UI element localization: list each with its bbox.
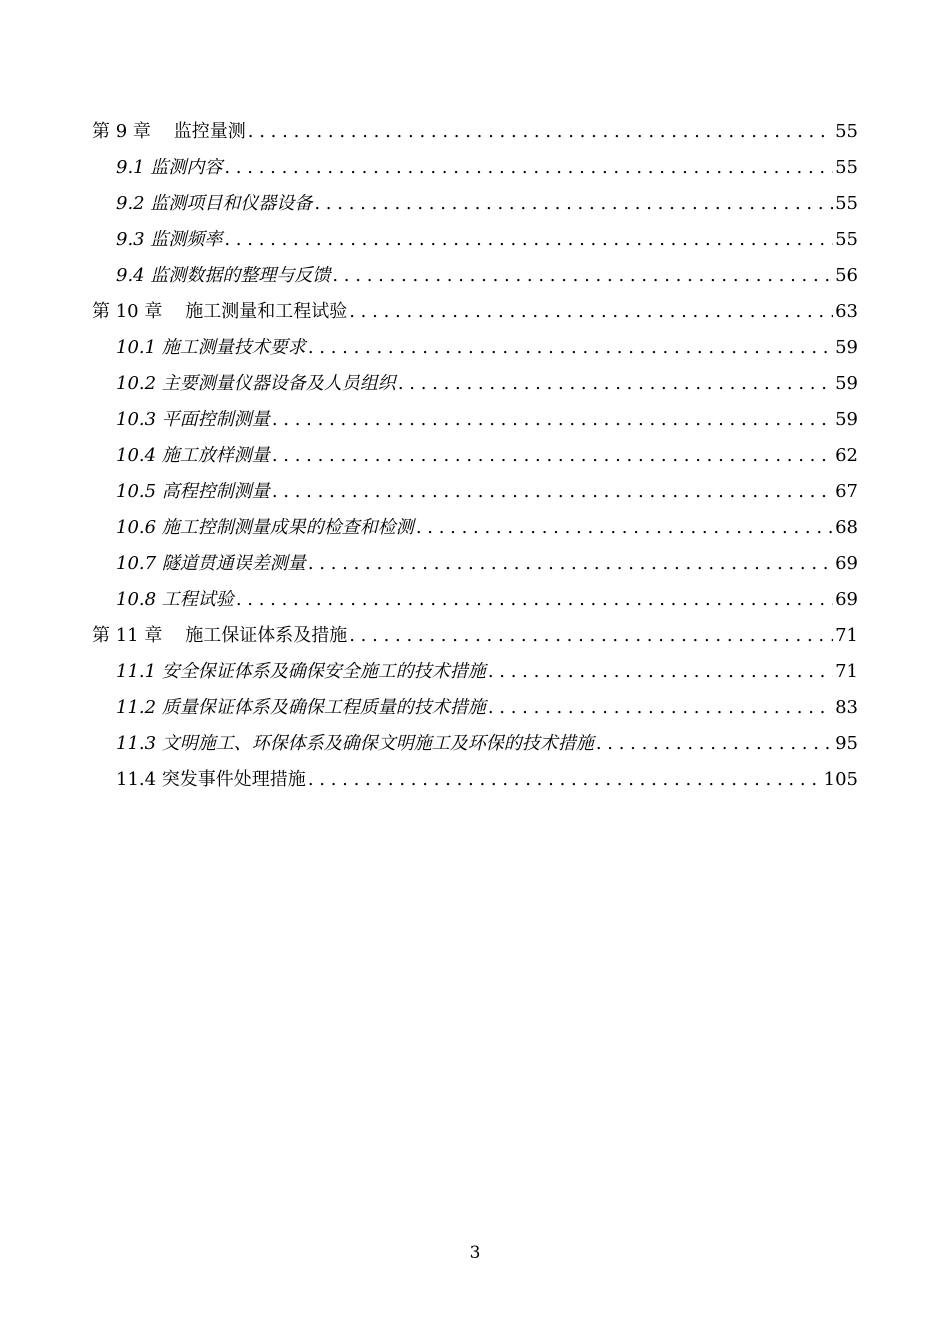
toc-entry-page: 59 xyxy=(835,373,858,394)
toc-entry-title: 第 10 章 施工测量和工程试验 xyxy=(92,301,348,322)
toc-entry[interactable] xyxy=(92,654,858,690)
toc-entry[interactable] xyxy=(92,294,858,330)
toc-entry[interactable] xyxy=(92,474,858,510)
toc-entry[interactable] xyxy=(92,366,858,402)
toc-entry-page: 95 xyxy=(835,733,858,754)
toc-entry[interactable] xyxy=(92,222,858,258)
dot-leader xyxy=(272,438,833,474)
toc-entry-page: 63 xyxy=(835,301,858,322)
toc-entry-page: 83 xyxy=(835,697,858,718)
toc-entry[interactable] xyxy=(92,618,858,654)
toc-entry-title: 第 11 章 施工保证体系及措施 xyxy=(92,625,348,646)
toc-entry-title: 11.4 突发事件处理措施 xyxy=(116,769,306,790)
toc-entry[interactable] xyxy=(92,438,858,474)
toc-entry[interactable] xyxy=(92,258,858,294)
dot-leader xyxy=(488,654,833,690)
toc-entry[interactable] xyxy=(92,582,858,618)
toc-entry-page: 55 xyxy=(835,121,858,142)
toc-entry-title: 10.3 平面控制测量 xyxy=(116,409,270,430)
toc-entry-page: 59 xyxy=(835,337,858,358)
toc-entry-page: 55 xyxy=(835,193,858,214)
dot-leader xyxy=(416,510,833,546)
toc-entry[interactable] xyxy=(92,510,858,546)
toc-entry-title: 10.6 施工控制测量成果的检查和检测 xyxy=(116,517,414,538)
toc-entry-page: 105 xyxy=(823,769,858,790)
toc-entry-title: 9.3 监测频率 xyxy=(116,229,223,250)
toc-entry-title: 9.4 监测数据的整理与反馈 xyxy=(116,265,331,286)
dot-leader xyxy=(236,582,833,618)
toc-entry-page: 71 xyxy=(835,625,858,646)
toc-entry-title: 11.2 质量保证体系及确保工程质量的技术措施 xyxy=(116,697,486,718)
toc-entry-page: 68 xyxy=(835,517,858,538)
toc-entry-page: 55 xyxy=(835,229,858,250)
dot-leader xyxy=(398,366,833,402)
toc-entry[interactable] xyxy=(92,762,858,798)
toc-entry-title: 9.1 监测内容 xyxy=(116,157,223,178)
table-of-contents xyxy=(92,114,858,798)
dot-leader xyxy=(349,294,833,330)
toc-entry[interactable] xyxy=(92,150,858,186)
toc-entry-page: 62 xyxy=(835,445,858,466)
toc-entry-title: 10.8 工程试验 xyxy=(116,589,234,610)
toc-entry[interactable] xyxy=(92,402,858,438)
toc-entry-title: 10.1 施工测量技术要求 xyxy=(116,337,306,358)
dot-leader xyxy=(224,150,833,186)
dot-leader xyxy=(308,762,822,798)
toc-entry[interactable] xyxy=(92,726,858,762)
dot-leader xyxy=(314,186,833,222)
dot-leader xyxy=(349,618,833,654)
toc-entry[interactable] xyxy=(92,186,858,222)
toc-entry-title: 9.2 监测项目和仪器设备 xyxy=(116,193,313,214)
toc-entry[interactable] xyxy=(92,114,858,150)
toc-entry-page: 55 xyxy=(835,157,858,178)
toc-entry-page: 67 xyxy=(835,481,858,502)
toc-entry-page: 69 xyxy=(835,553,858,574)
toc-entry-title: 第 9 章 监控量测 xyxy=(92,121,246,142)
dot-leader xyxy=(272,402,833,438)
dot-leader xyxy=(332,258,833,294)
toc-entry-title: 11.1 安全保证体系及确保安全施工的技术措施 xyxy=(116,661,486,682)
toc-entry-page: 69 xyxy=(835,589,858,610)
dot-leader xyxy=(272,474,833,510)
dot-leader xyxy=(488,690,833,726)
dot-leader xyxy=(248,114,833,150)
toc-entry-title: 10.4 施工放样测量 xyxy=(116,445,270,466)
toc-entry[interactable] xyxy=(92,690,858,726)
toc-entry[interactable] xyxy=(92,546,858,582)
toc-entry-page: 56 xyxy=(835,265,858,286)
toc-entry-title: 11.3 文明施工、环保体系及确保文明施工及环保的技术措施 xyxy=(116,733,594,754)
dot-leader xyxy=(308,330,833,366)
dot-leader xyxy=(596,726,833,762)
dot-leader xyxy=(308,546,833,582)
toc-entry-page: 59 xyxy=(835,409,858,430)
toc-entry[interactable] xyxy=(92,330,858,366)
page-number: 3 xyxy=(469,1243,481,1263)
toc-entry-title: 10.7 隧道贯通误差测量 xyxy=(116,553,306,574)
dot-leader xyxy=(224,222,833,258)
toc-entry-page: 71 xyxy=(835,661,858,682)
toc-entry-title: 10.2 主要测量仪器设备及人员组织 xyxy=(116,373,396,394)
toc-entry-title: 10.5 高程控制测量 xyxy=(116,481,270,502)
